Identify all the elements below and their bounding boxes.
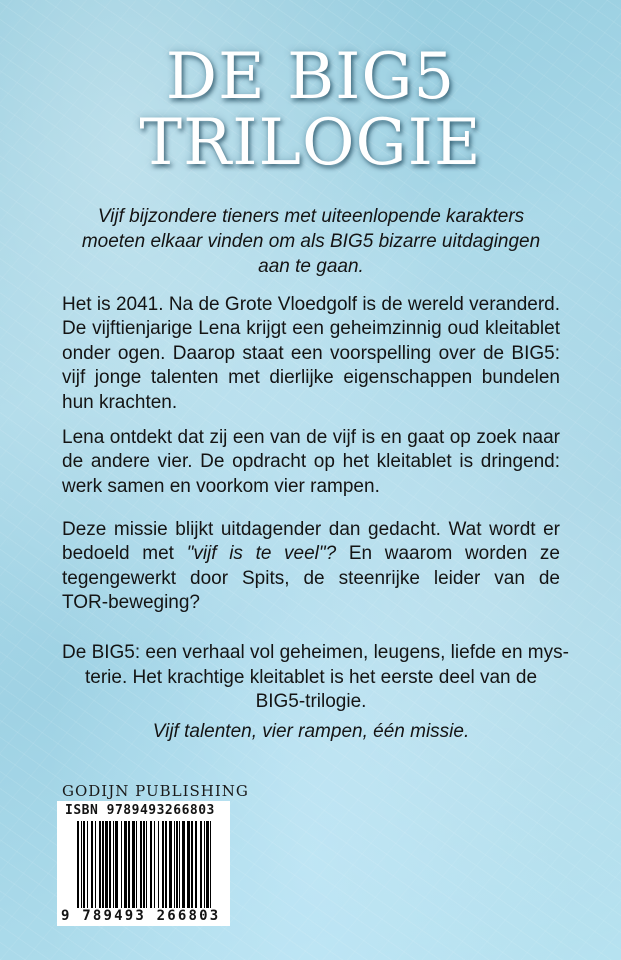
text-segment: En waarom worden ze [336,543,560,564]
text-line: De BIG5: een verhaal vol geheimen, leugens, liefde en mys- [62,642,569,663]
intro-line: aan te gaan. [258,256,364,277]
barcode-bar [81,821,82,911]
barcode-bar [87,821,88,911]
barcode-bar [124,821,127,911]
text-line: terie. Het krachtige kleitablet is het eerste deel van de [84,667,538,688]
barcode-bar [105,821,108,911]
barcode-bar [210,821,211,911]
publisher-name: GODIJN PUBLISHING [62,782,249,800]
barcode-bar [143,821,145,911]
barcode-bar [113,821,114,911]
barcode-bar [200,821,202,911]
barcode-bar [91,821,93,911]
barcode-bars [77,821,217,911]
text-segment: bedoeld met [62,543,187,564]
barcode-bar [179,821,180,911]
text-line: BIG5-trilogie. [255,691,367,712]
barcode-bar [191,821,193,911]
barcode-bar [121,821,122,911]
title-line-2: TRILOGIE [139,106,482,180]
barcode-bar [158,821,159,911]
barcode-bar [136,821,137,911]
barcode-bar [206,821,209,911]
barcode [57,801,230,926]
barcode-bar [169,821,172,911]
barcode-bar [162,821,164,911]
barcode-bar [154,821,155,911]
text-line: Deze missie blijkt uitdagender dan gedacht. Wat wordt er [62,519,560,540]
barcode-bar [128,821,130,911]
barcode-bar [109,821,111,911]
barcode-bar [132,821,135,911]
barcode-bar [83,821,85,911]
barcode-bar [195,821,197,911]
barcode-bar [115,821,118,911]
text-line [62,542,560,566]
isbn-label: ISBN 9789493266803 [65,803,215,818]
barcode-bar [204,821,205,911]
barcode-bar [95,821,96,911]
barcode-bar [165,821,167,911]
barcode-bar [99,821,101,911]
intro-line: Vijf bijzondere tieners met uiteenlopende karakters [97,206,525,227]
text-line: De vijftienjarige Lena krijgt een geheimzinnig oud kleitablet [62,318,560,339]
intro-line: moeten elkaar vinden om als BIG5 bizarre uitdagingen [81,231,541,252]
title-line-1: DE BIG5 [165,40,456,114]
text-line: hun krachten. [62,392,178,413]
text-line: werk samen en voorkom vier rampen. [62,476,380,497]
barcode-bar [102,821,104,911]
text-line: de andere vier. De opdracht op het kleitablet is dringend: [62,451,560,472]
barcode-bar [150,821,152,911]
text-line: TOR-beweging? [62,592,201,613]
text-line: vijf jonge talenten met dierlijke eigenschappen bundelen [62,367,560,388]
barcode-bar [77,821,79,911]
barcode-digits: 9 789493 266803 [61,908,221,924]
text-line: onder ogen. Daarop staat een voorspelling over de BIG5: [62,343,560,364]
barcode-bar [187,821,190,911]
quote-text: "vijf is te veel"? [186,543,337,564]
barcode-bar [146,821,147,911]
text-line: Het is 2041. Na de Grote Vloedgolf is de wereld veranderd. [62,294,560,315]
text-line: Lena ontdekt dat zij een van de vijf is en gaat op zoek naar [62,427,560,448]
barcode-bar [140,821,142,911]
text-line: tegengewerkt door Spits, de steenrijke leider van de [62,568,560,589]
barcode-bar [176,821,178,911]
barcode-bar [174,821,175,911]
barcode-bar [182,821,185,911]
tagline: Vijf talenten, vier rampen, één missie. [152,721,470,742]
